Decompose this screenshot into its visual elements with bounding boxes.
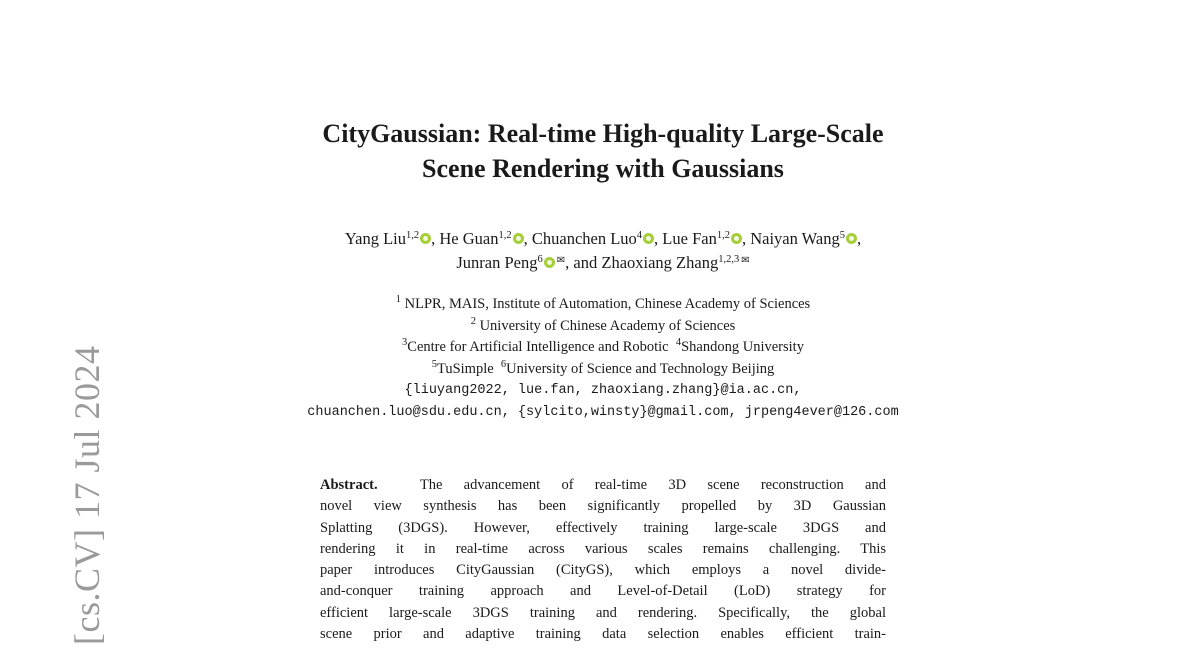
affil-number: 4 [675,337,682,348]
affiliations [200,294,1006,423]
abstract-line: scene prior and adaptive training data selection enables efficient train- [320,626,886,643]
author-affil-sup: 1,2,3 [718,254,740,265]
author-affil-sup: 1,2 [716,230,730,241]
author-name: He Guan [439,229,499,248]
orcid-icon[interactable] [513,233,524,244]
author-affil-sup: 5 [839,230,846,241]
affiliation-line [200,337,1006,359]
affil-number: 5 [431,358,437,370]
paper-title [200,116,1006,186]
affil-text: University of Science and Technology Beijing [506,360,775,377]
author-line-2: Junran Peng$^6$ ✉, and Zhaoxiang Zhang$^{1,2,3}$ ✉ [456,253,750,272]
affil-number: 3 [402,337,408,348]
orcid-icon[interactable] [846,233,857,244]
abstract-line-text: The advancement of real-time 3D scene reconstruction and [419,477,886,493]
author-line-1: Yang Liu$^{1,2}$ , He Guan$^{1,2}$ , Chuanchen Luo$^4$ , Lue Fan$^{1,2}$ , Naiyan Wang$^5$ , [344,229,862,248]
orcid-icon[interactable] [643,233,654,244]
arxiv-stamp-text: [cs.CV] 17 Jul 2024 [67,345,107,645]
author-list [200,228,1006,274]
abstract-line: rendering it in real-time across various scales remains challenging. This [320,540,886,557]
affil-number: 2 [470,315,476,327]
author-affil-sup: 4 [636,230,643,241]
author-conjunction: and [573,253,598,272]
author-affil-sup: 1,2 [498,230,512,241]
orcid-icon[interactable] [420,233,431,244]
author-affil-sup: 1,2 [406,230,420,241]
abstract-line: efficient large-scale 3DGS training and rendering. Specifically, the global [320,604,886,621]
abstract-line: and-conquer training approach and Level-of-Detail (LoD) strategy for [320,583,886,600]
author-name: Chuanchen Luo [531,229,637,248]
affiliation-line [200,294,1006,316]
orcid-icon[interactable] [731,233,742,244]
abstract-label: Abstract. [320,477,378,493]
abstract-line: novel view synthesis has been significantly propelled by 3D Gaussian [320,498,886,515]
abstract-line: paper introduces CityGaussian (CityGS), which employs a novel divide- [320,562,886,579]
author-affil-sup: 6 [537,254,543,265]
title-line-1: CityGaussian: Real-time High-quality Large-Scale [322,119,884,148]
affil-text: TuSimple [436,360,494,377]
email-line: {liuyang2022, lue.fan, zhaoxiang.zhang}@ia.ac.cn, [404,383,802,398]
affiliation-line [200,359,1006,381]
affil-text: Centre for Artificial Intelligence and Robotic [407,339,669,355]
envelope-icon: ✉ [741,255,750,266]
affil-text: Shandong University [681,339,804,355]
title-line-2: Scene Rendering with Gaussians [422,154,784,183]
author-name: Naiyan Wang [750,229,840,248]
author-name: Zhaoxiang Zhang [601,253,719,272]
author-name: Yang Liu [344,229,406,248]
affiliation-line [200,316,1006,338]
email-line: chuanchen.luo@sdu.edu.cn, {sylcito,winsty}@gmail.com, jrpeng4ever@126.com [307,404,899,420]
author-name: Junran Peng [456,253,538,272]
orcid-icon[interactable] [544,257,555,268]
affil-text: University of Chinese Academy of Sciences [479,317,736,334]
abstract-line [320,475,886,496]
affil-number: 1 [395,294,402,305]
arxiv-side-stamp [18,320,107,645]
abstract [320,475,886,645]
affil-text: NLPR, MAIS, Institute of Automation, Chinese Academy of Sciences [404,296,811,312]
author-name: Lue Fan [662,229,717,248]
abstract-line: Splatting (3DGS). However, effectively training large-scale 3DGS and [320,519,886,536]
affil-number: 6 [500,358,507,370]
envelope-icon: ✉ [556,255,566,266]
